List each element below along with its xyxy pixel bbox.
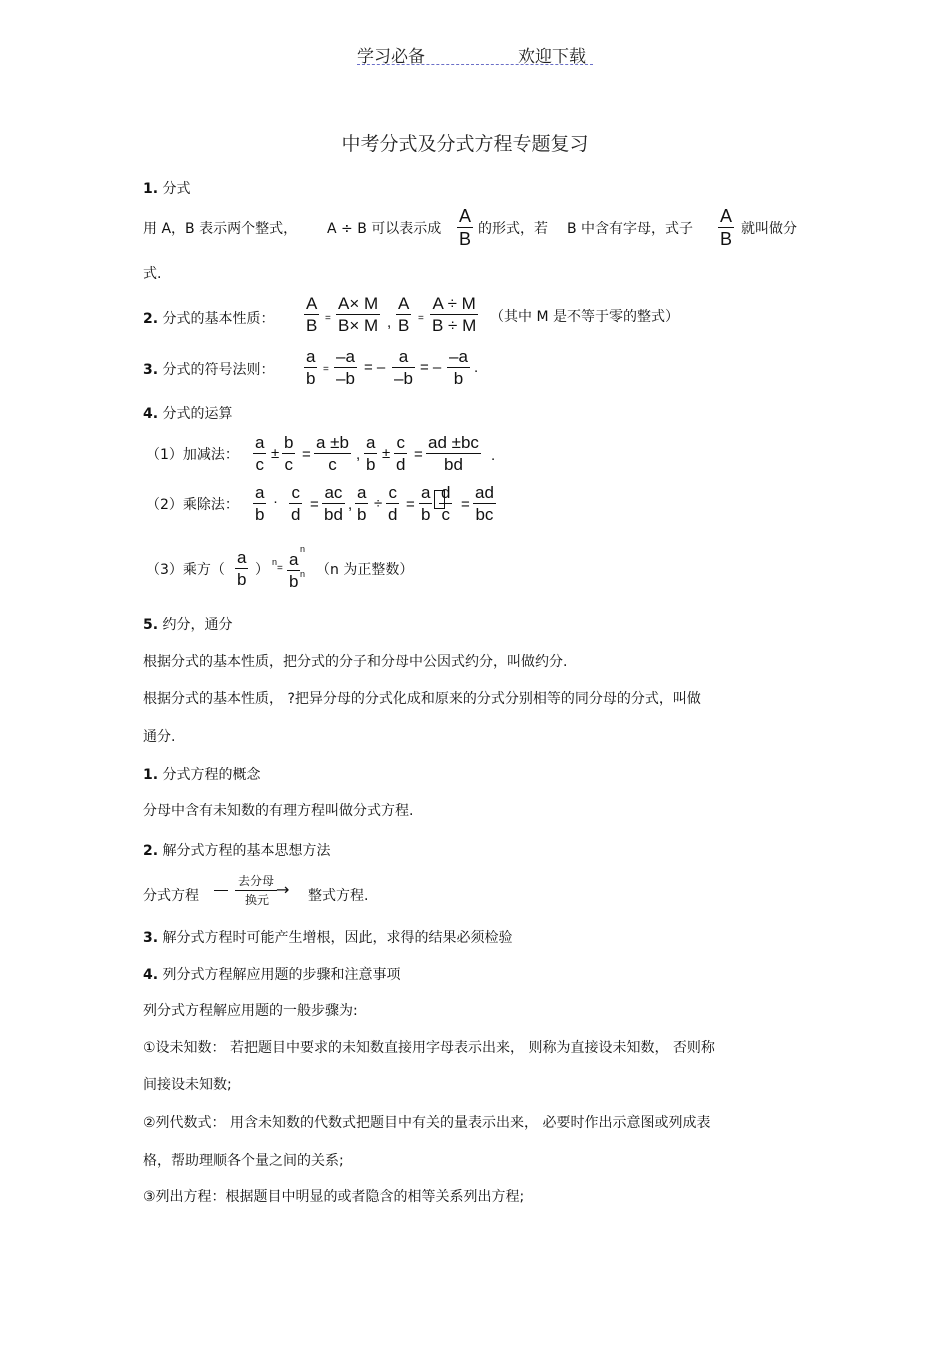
sec5-p1: 根据分式的基本性质，把分式的分子和分母中公因式约分，叫做约分. (143, 654, 568, 670)
div-frac-ad-bc: ad bc (475, 483, 494, 524)
sec2-label: 2. 分式的基本性质： (143, 311, 275, 327)
eqsec4-step1a: ①设未知数： 若把题目中要求的未知数直接用字母表示出来， 则称为直接设未知数， 否则称 (143, 1040, 715, 1056)
pow-frac-an-bn: a b (289, 550, 299, 591)
eqsec4-step2b: 格，帮助理顺各个量之间的关系; (143, 1153, 344, 1169)
pow-close-paren: ） (255, 562, 269, 578)
add-period: . (491, 447, 496, 464)
arrow-right-icon: → (276, 880, 290, 899)
eqsec2-left: 分式方程 (143, 888, 199, 904)
sec2-note: （其中 M 是不等于零的整式） (490, 309, 679, 325)
sec3-label: 3. 分式的符号法则： (143, 362, 275, 378)
sec2-equals-1: = (325, 313, 331, 324)
eqsec1-text: 分母中含有未知数的有理方程叫做分式方程. (143, 803, 414, 819)
sec2-frac-a-b-2: A B (398, 294, 410, 335)
sec2-equals-2: = (418, 313, 424, 324)
sec1-text-a: 用 A，B 表示两个整式， (143, 221, 298, 237)
sec1-fraction-1: A B (459, 206, 472, 249)
header-left: 学习必备 (357, 47, 425, 67)
add-equals-2: = (414, 446, 423, 463)
header-divider (357, 64, 593, 65)
sec5-p2: 根据分式的基本性质， ?把异分母的分式化成和原来的分式分别相等的同分母的分式，叫做 (143, 691, 701, 707)
mul-frac-c-d: c d (291, 483, 301, 524)
sec5-heading: 5. 约分，通分 (143, 617, 233, 633)
add-comma: , (356, 446, 361, 463)
sec4-add-label: （1）加减法： (146, 447, 239, 463)
sec3-equals-1: = (323, 364, 329, 375)
mul-dot: · (273, 493, 278, 510)
sec2-comma: , (387, 314, 392, 331)
add-frac-a-b: a b (366, 433, 376, 474)
sec1-fraction-2: A B (720, 206, 733, 249)
pow-note: （n 为正整数） (316, 562, 414, 578)
page-title: 中考分式及分式方程专题复习 (341, 133, 589, 155)
sec4-mul-label: （2）乘除法： (146, 497, 239, 513)
sec2-frac-adm-bdm: A ÷ M B ÷ M (432, 294, 477, 335)
mul-equals-1: = (310, 496, 319, 513)
sec1-heading: 1. 分式 (143, 181, 191, 197)
sec3-equals-minus-2: = – (420, 359, 442, 376)
sec1-text-b: A ÷ B 可以表示成 (327, 221, 442, 237)
sec3-period: . (474, 359, 479, 376)
add-equals-1: = (302, 446, 311, 463)
eqsec2-right: 整式方程. (308, 888, 369, 904)
add-frac-c-d: c d (396, 433, 406, 474)
sec3-frac-na-b: –a b (449, 347, 468, 388)
eqsec4-intro: 列分式方程解应用题的一般步骤为: (143, 1003, 358, 1019)
mul-comma: , (348, 496, 353, 513)
div-frac-a-b: a b (357, 483, 367, 524)
div-frac-a-b-2: a b (421, 483, 431, 524)
div-sign: ÷ (374, 495, 383, 512)
eqsec3-text: 3. 解分式方程时可能产生增根，因此，求得的结果必须检验 (143, 930, 513, 946)
add-pm-2: ± (382, 445, 391, 462)
eqsec4-heading: 4. 列分式方程解应用题的步骤和注意事项 (143, 967, 401, 983)
sec2-frac-am-bm: A× M B× M (338, 294, 379, 335)
div-frac-d-c: d c (441, 483, 451, 524)
eqsec2-bottom: 换元 (245, 893, 270, 907)
add-frac-b-c: b c (284, 433, 294, 474)
eqsec1-heading: 1. 分式方程的概念 (143, 767, 261, 783)
pow-exp-den: n (300, 569, 306, 579)
sec4-pow-label: （3）乘方（ (146, 562, 225, 578)
div-equals-2: = (461, 496, 470, 513)
div-frac-c-d: c d (388, 483, 398, 524)
eqsec4-step1b: 间接设未知数; (143, 1077, 232, 1093)
add-frac-a-c: a c (255, 433, 265, 474)
eqsec2-dash (214, 890, 228, 891)
sec1-text-e: 就叫做分 (741, 221, 797, 237)
sec4-heading: 4. 分式的运算 (143, 406, 233, 422)
sec3-frac-na-nb: –a –b (336, 347, 355, 388)
div-equals-1: = (406, 496, 415, 513)
pow-exponent-n: n (272, 557, 278, 567)
pow-equals: = (277, 563, 283, 574)
eqsec4-step2a: ②列代数式： 用含未知数的代数式把题目中有关的量表示出来， 必要时作出示意图或列成表 (143, 1115, 711, 1131)
add-frac-apmb-c: a ±b c (316, 433, 349, 474)
sec2-frac-a-b: A B (306, 294, 318, 335)
sec1-text-f: 式. (143, 266, 162, 282)
mul-frac-ac-bd: ac bd (324, 483, 343, 524)
add-pm-1: ± (271, 445, 280, 462)
sec1-text-c: 的形式，若 (478, 221, 548, 237)
sec5-p3: 通分. (143, 729, 176, 745)
eqsec2-heading: 2. 解分式方程的基本思想方法 (143, 843, 331, 859)
sec3-equals-minus-1: = – (364, 359, 386, 376)
mul-frac-a-b: a b (255, 483, 265, 524)
sec1-text-d: B 中含有字母，式子 (567, 221, 694, 237)
header-right: 欢迎下载 (518, 47, 586, 67)
add-frac-result: ad ±bc bd (428, 433, 479, 474)
eqsec4-step3: ③列出方程：根据题目中明显的或者隐含的相等关系列出方程; (143, 1189, 525, 1205)
sec3-frac-a-nb: a –b (394, 347, 413, 388)
sec3-frac-a-b: a b (306, 347, 316, 388)
eqsec2-top: 去分母 (238, 874, 275, 888)
pow-exp-num: n (300, 544, 306, 554)
pow-frac-a-b: a b (237, 548, 247, 589)
